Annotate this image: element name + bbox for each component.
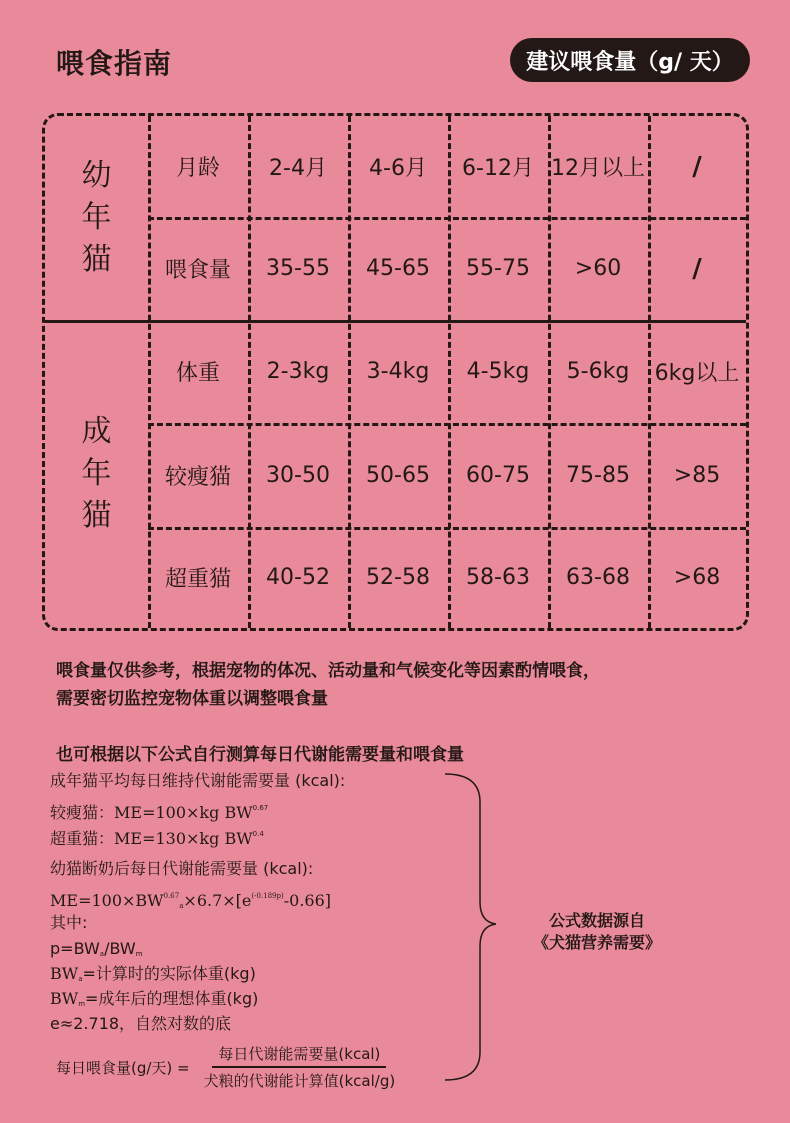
formula-expression: p=BW	[50, 939, 100, 958]
formula-expression: ME=100×kg BW	[114, 803, 253, 822]
group-label-char: 成	[81, 414, 112, 449]
row-label-weight: 体重	[175, 361, 220, 386]
kitten-formula	[50, 885, 331, 917]
table-cell: 4-5kg	[466, 359, 530, 384]
kitten-formula-title: 幼猫断奶后每日代谢能需要量 (kcal):	[50, 859, 314, 878]
group-label-char: 猫	[81, 242, 112, 277]
source-line: 《犬猫营养需要》	[532, 933, 661, 952]
table-cell: 6kg以上	[654, 361, 740, 386]
formula-expression: ×6.7×[e	[183, 891, 252, 910]
note-line: 需要密切监控宠物体重以调整喂食量	[56, 689, 328, 709]
formula-exponent: (-0.189p)	[251, 892, 284, 900]
formula-label: 较瘦猫：	[50, 803, 115, 822]
fraction-numerator: 每日代谢能需要量(kcal)	[212, 1043, 386, 1068]
thin-cat-formula	[50, 797, 268, 824]
table-cell: >85	[673, 462, 721, 488]
group-label-char: 年	[81, 200, 112, 235]
formula-heading: 也可根据以下公式自行测算每日代谢能需要量和喂食量	[56, 745, 464, 765]
table-cell: 4-6月	[369, 156, 427, 181]
bwa-definition	[50, 963, 256, 990]
table-cell: 30-50	[266, 462, 330, 488]
formula-expression: BW	[50, 964, 79, 983]
formula-expression: BW	[50, 989, 79, 1008]
table-cell: 52-58	[366, 565, 430, 590]
source-line: 公式数据源自	[548, 911, 645, 930]
formula-source	[512, 910, 682, 954]
row-label-overweight-cat: 超重猫	[164, 567, 231, 592]
table-cell: 50-65	[366, 462, 430, 488]
table-cell: 75-85	[566, 462, 630, 488]
p-definition	[50, 938, 143, 965]
kitten-group-label	[45, 116, 148, 320]
table-cell: 63-68	[566, 565, 630, 590]
feeding-table	[42, 113, 749, 631]
formula-exponent: 0.4	[252, 830, 264, 838]
group-label-char: 幼	[81, 158, 112, 193]
formula-label: 超重猫：	[50, 829, 115, 848]
e-definition: e≈2.718，自然对数的底	[50, 1014, 232, 1033]
daily-feeding-formula	[56, 1043, 401, 1091]
adult-formula-title: 成年猫平均每日维持代谢能需要量 (kcal):	[50, 771, 346, 790]
table-cell: 60-75	[466, 462, 530, 488]
formula-subscript: a	[78, 975, 83, 983]
formula-exponent: 0.67	[163, 892, 180, 900]
row-label-feeding: 喂食量	[164, 258, 231, 283]
fraction-denominator: 犬粮的代谢能计算值(kcal/g)	[203, 1072, 396, 1090]
fraction-label: 每日喂食量(g/天) =	[56, 1058, 190, 1077]
feeding-amount-badge: 建议喂食量（g/ 天）	[510, 38, 750, 82]
row-label-thin-cat: 较瘦猫	[164, 464, 231, 490]
table-cell: 35-55	[266, 256, 330, 281]
table-cell: >60	[574, 256, 622, 281]
table-cell: >68	[673, 565, 721, 590]
formula-expression: /BW	[104, 939, 136, 958]
fraction	[198, 1043, 402, 1091]
curly-brace	[440, 772, 510, 1084]
table-cell: 2-4月	[269, 156, 327, 181]
formula-description: =成年后的理想体重(kg)	[85, 989, 259, 1008]
table-cell: 5-6kg	[566, 359, 630, 384]
adult-group-label	[45, 320, 148, 628]
table-cell: 58-63	[466, 565, 530, 590]
table-cell: 12月以上	[551, 156, 645, 181]
feeding-note	[56, 657, 746, 713]
formula-subscript: m	[135, 950, 143, 958]
formula-expression: -0.66]	[283, 891, 332, 910]
formula-description: =计算时的实际体重(kg)	[82, 964, 256, 983]
table-cell: 45-65	[366, 256, 430, 281]
group-label-char: 猫	[81, 498, 112, 533]
table-cell: 6-12月	[462, 156, 534, 181]
formula-subscript: m	[78, 1000, 86, 1008]
page-title: 喂食指南	[56, 47, 173, 80]
table-cell: /	[692, 151, 702, 182]
table-cell: 40-52	[266, 565, 330, 590]
formula-subscript: a	[99, 950, 105, 958]
bwm-definition	[50, 988, 258, 1015]
formula-exponent: 0.67	[252, 804, 269, 812]
formula-expression: ME=100×BW	[50, 891, 164, 910]
formula-expression: ME=130×kg BW	[114, 829, 253, 848]
formula-subscript: a	[179, 902, 184, 910]
overweight-cat-formula	[50, 823, 264, 850]
where-label: 其中:	[50, 913, 88, 932]
table-cell: 3-4kg	[366, 359, 430, 384]
table-cell: 55-75	[466, 256, 530, 281]
table-cell: 2-3kg	[266, 359, 330, 384]
note-line: 喂食量仅供参考，根据宠物的体况、活动量和气候变化等因素酌情喂食，	[56, 661, 600, 681]
row-label-age: 月龄	[175, 156, 220, 181]
table-cell: /	[692, 253, 702, 284]
group-label-char: 年	[81, 456, 112, 491]
